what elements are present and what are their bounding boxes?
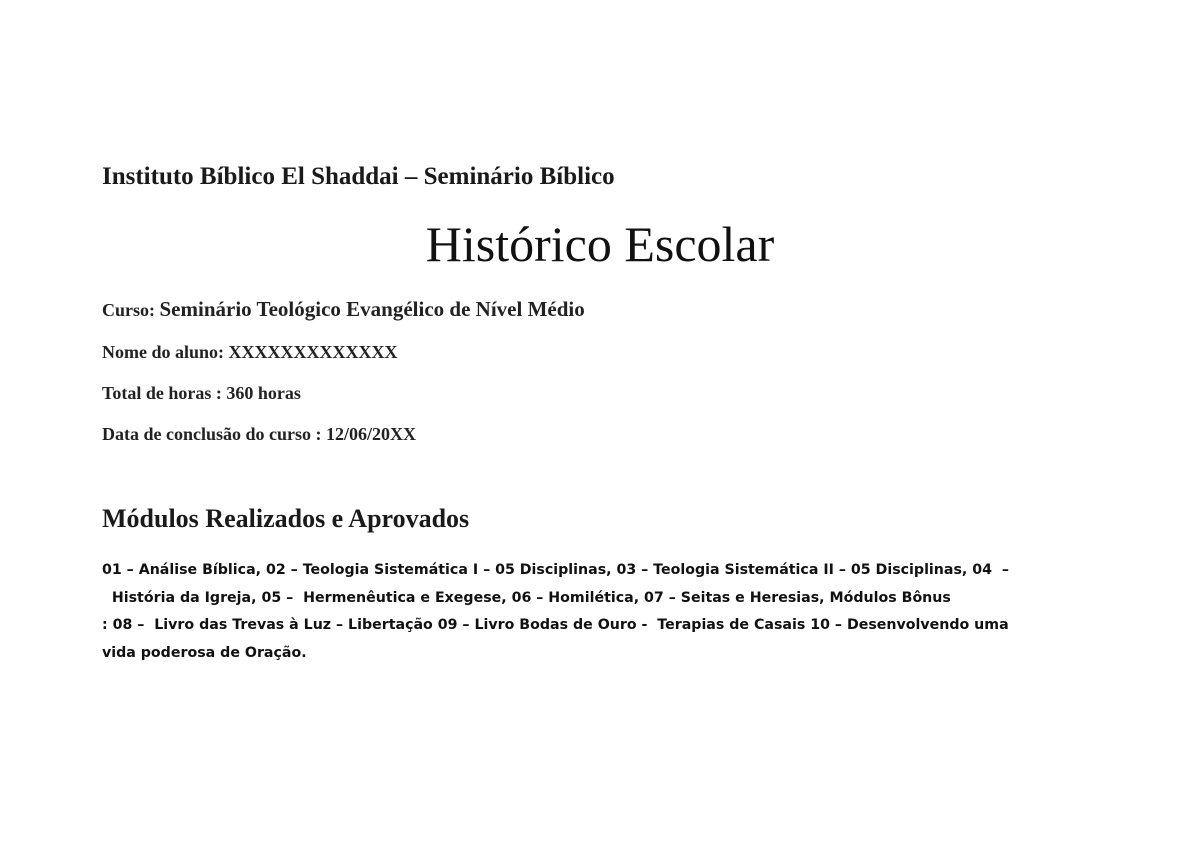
course-field	[102, 297, 585, 322]
student-name-field: Nome do aluno: XXXXXXXXXXXXX	[102, 342, 398, 362]
modules-heading: Módulos Realizados e Aprovados	[102, 504, 470, 533]
modules-line: História da Igreja, 05 – Hermenêutica e Exegese, 06 – Homilética, 07 – Seitas e Heresias, Módulos Bônus	[102, 590, 951, 606]
document-title: Histórico Escolar	[425, 216, 775, 272]
course-value: Seminário Teológico Evangélico de Nível Médio	[159, 297, 585, 321]
modules-line: 01 – Análise Bíblica, 02 – Teologia Sistemática I – 05 Disciplinas, 03 – Teologia Sistemática II – 05 Disciplinas, 04 –	[102, 562, 1009, 578]
completion-date-field: Data de conclusão do curso : 12/06/20XX	[102, 424, 416, 444]
modules-line: vida poderosa de Oração.	[102, 645, 307, 661]
modules-line: : 08 – Livro das Trevas à Luz – Libertação 09 – Livro Bodas de Ouro - Terapias de Casais 10 – Desenvolvendo uma	[102, 617, 1009, 633]
course-label: Curso:	[102, 300, 155, 320]
total-hours-field: Total de horas : 360 horas	[102, 383, 301, 403]
institute-name: Instituto Bíblico El Shaddai – Seminário Bíblico	[102, 163, 615, 190]
